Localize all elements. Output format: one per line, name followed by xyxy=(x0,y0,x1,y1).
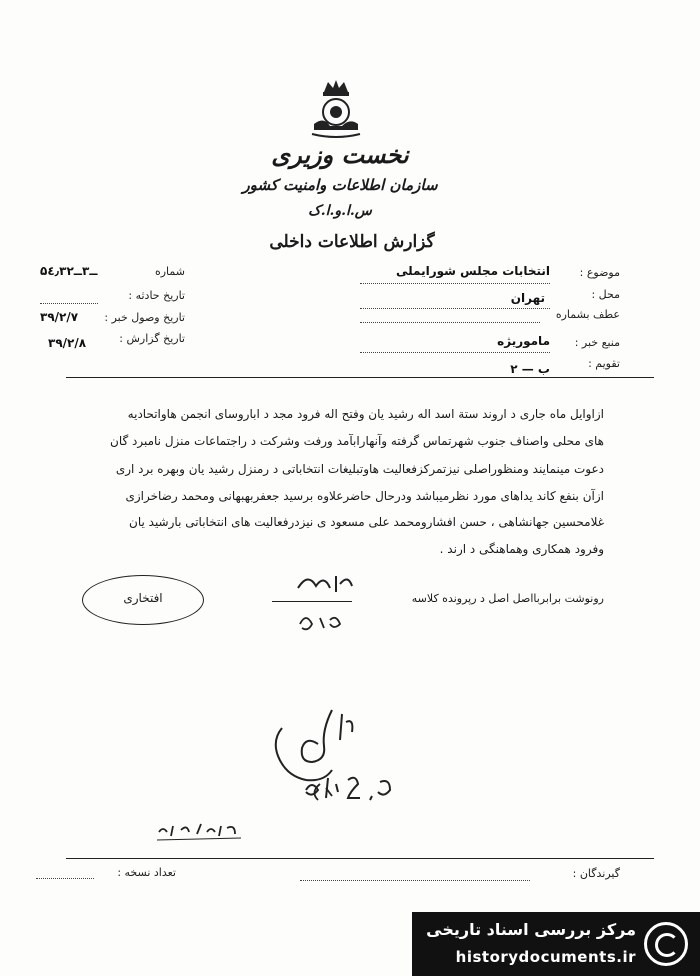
handwritten-file-number-mark xyxy=(290,566,360,646)
source-value: ماموریژه xyxy=(497,334,550,348)
organization-code: س.ا.و.ا.ک xyxy=(308,203,372,219)
location-underline xyxy=(360,308,550,309)
event-date-label: تاریخ حادثه : xyxy=(128,289,185,302)
report-date-label: تاریخ گزارش : xyxy=(119,332,185,345)
source-label: منبع خبر : xyxy=(574,336,620,349)
rating-value: ب — ۲ xyxy=(510,362,550,376)
agency-title: نخست وزیری xyxy=(271,140,409,169)
official-stamp xyxy=(82,575,204,625)
subject-label: موضوع : xyxy=(579,266,620,279)
report-type-title: گزارش اطلاعات داخلی xyxy=(269,232,435,252)
lion-and-sun-emblem xyxy=(306,78,366,140)
location-value: تهران xyxy=(510,291,545,305)
body-line-4: ازآن بنفع کاند یداهای مورد نظرمیباشد ودرحال حاضرعلاوه برسید جعفربهبهانی ومحمد رضاخرازی xyxy=(125,489,604,503)
rating-label: تقویم : xyxy=(588,357,620,370)
copies-underline xyxy=(36,878,94,879)
reference-label: عطف بشماره xyxy=(555,308,620,321)
recipients-underline xyxy=(300,880,530,881)
copies-label: تعداد نسخه : xyxy=(117,866,176,879)
archive-url: historydocuments.ir xyxy=(455,948,636,966)
reference-underline xyxy=(360,322,540,323)
body-line-1: ازاوایل ماه جاری د اروند ستة اسد اله رشید یان وفتح اله فرود مجد د اباروسای انجمن هاواتحادیه xyxy=(127,407,604,421)
location-label: محل : xyxy=(591,288,620,301)
recipients-label: گیرندگان : xyxy=(572,867,620,880)
body-line-5: غلامحسین جهانشاهی ، حسن افشارومحمد علی مسعود ی نیزدرفعالیت های انتخاباتی بارشید یان xyxy=(129,515,604,529)
archive-watermark xyxy=(412,912,700,976)
archive-logo-icon xyxy=(644,922,688,966)
body-line-3: دعوت مینمایند ومنظوراصلی نیزتمرکزفعالیت هاوتبلیغات انتخاباتی د رمنزل رشید یان وبهره برد اری xyxy=(115,462,604,476)
number-label: شماره xyxy=(154,265,185,278)
event-date-underline xyxy=(40,303,98,304)
body-line-2: های محلی واصناف جنوب شهرتماس گرفته وآنهارابآمد ورفت وشرکت د راجتماعات منزل نامبرد گان xyxy=(110,434,604,448)
header-separator xyxy=(66,377,654,378)
source-underline xyxy=(360,352,550,353)
receipt-date-label: تاریخ وصول خبر : xyxy=(104,311,185,324)
copy-note: رونوشت برابربااصل اصل د رپرونده کلاسه xyxy=(411,592,604,605)
handwritten-date xyxy=(300,770,400,804)
footer-separator xyxy=(66,858,654,859)
subject-value: انتخابات مجلس شورایملی xyxy=(396,264,550,278)
report-date-value: ۳٩/۲/۸ xyxy=(48,336,87,350)
number-value: ۵٤٫۳ــ۳ــ۲ xyxy=(40,264,98,278)
organization-name: سازمان اطلاعات وامنیت کشور xyxy=(242,176,438,194)
body-line-6: وفرود همکاری وهماهنگی د ارند . xyxy=(439,542,604,556)
archive-name: مرکز بررسی اسناد تاریخی xyxy=(426,920,636,939)
subject-underline xyxy=(360,283,550,284)
handwritten-archive-number xyxy=(155,818,245,842)
receipt-date-value: ۳٩/۲/۷ xyxy=(40,310,79,324)
stamp-text: افتخاری xyxy=(123,591,163,605)
